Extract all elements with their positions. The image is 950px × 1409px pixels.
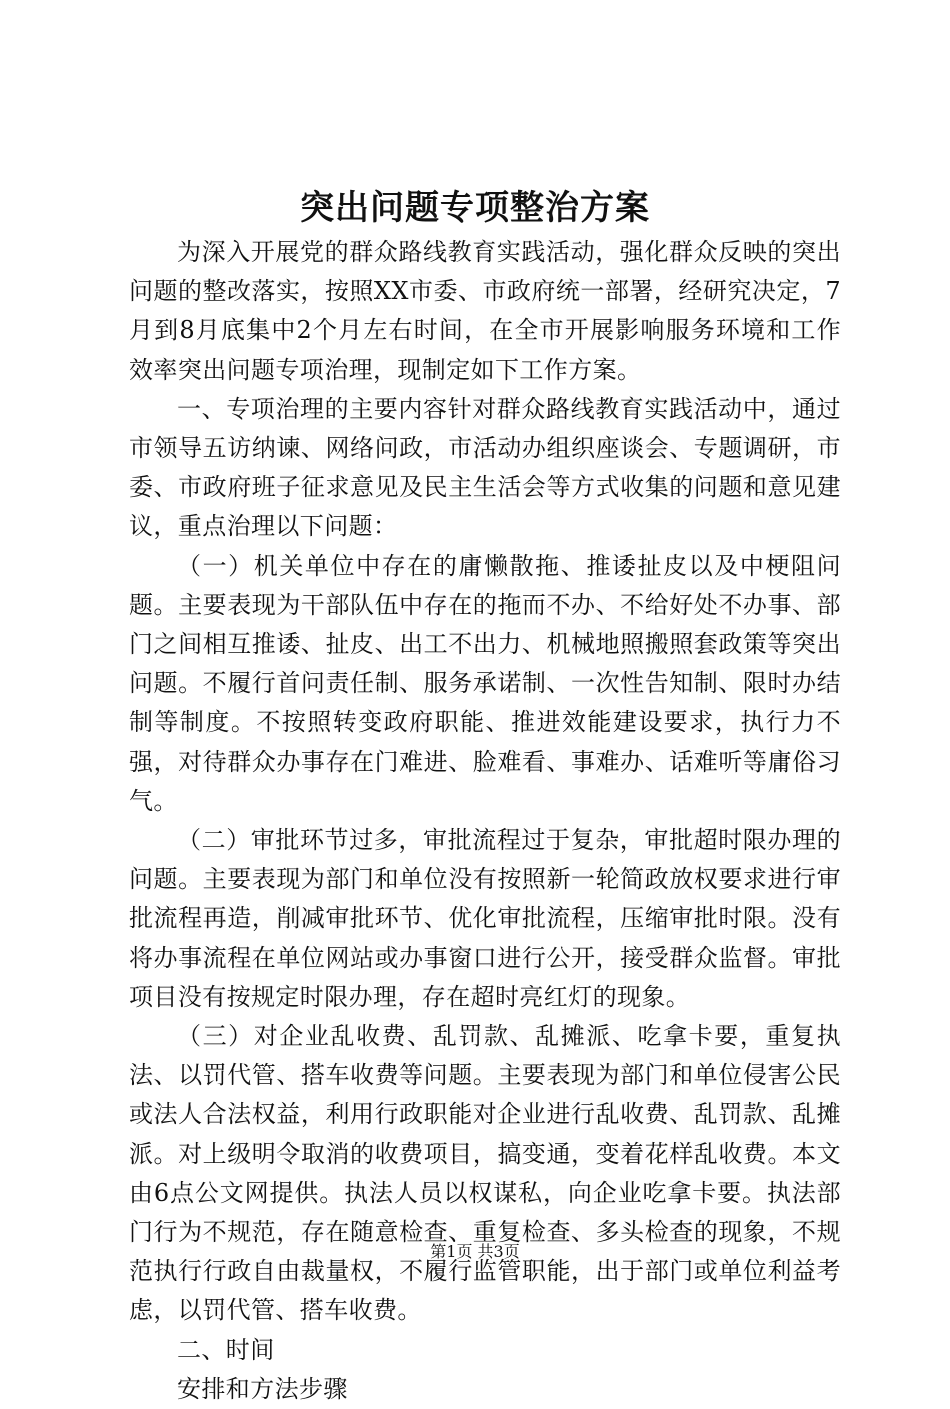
document-body: [129, 233, 841, 1409]
paragraph-item-1: （一）机关单位中存在的庸懒散拖、推诿扯皮以及中梗阻问题。主要表现为干部队伍中存在的拖而不办、不给好处不办事、部门之间相互推诿、扯皮、出工不出力、机械地照搬照套政策等突出问题。不履行首问责任制、服务承诺制、一次性告知制、限时办结制等制度。不按照转变政府职能、推进效能建设要求，执行力不强，对待群众办事存在门难进、脸难看、事难办、话难听等庸俗习气。: [129, 551, 841, 815]
paragraph-intro: 为深入开展党的群众路线教育实践活动，强化群众反映的突出问题的整改落实，按照XX市委、市政府统一部署，经研究决定，7月到8月底集中2个月左右时间，在全市开展影响服务环境和工作效率突出问题专项治理，现制定如下工作方案。: [129, 238, 841, 384]
document-title: 突出问题专项整治方案: [300, 188, 650, 228]
page-footer: 第1页 共3页: [430, 1242, 520, 1261]
paragraph-item-2: （二）审批环节过多，审批流程过于复杂，审批超时限办理的问题。主要表现为部门和单位没有按照新一轮简政放权要求进行审批流程再造，削减审批环节、优化审批流程，压缩审批时限。没有将办事流程在单位网站或办事窗口进行公开，接受群众监督。审批项目没有按规定时限办理，存在超时亮红灯的现象。: [129, 826, 841, 1011]
paragraph-section-2-cont: 安排和方法步骤: [177, 1374, 348, 1403]
paragraph-item-3: （三）对企业乱收费、乱罚款、乱摊派、吃拿卡要，重复执法、以罚代管、搭车收费等问题。主要表现为部门和单位侵害公民或法人合法权益，利用行政职能对企业进行乱收费、乱罚款、乱摊派。对上级明令取消的收费项目，搞变通，变着花样乱收费。本文由6点公文网提供。执法人员以权谋私，向企业吃拿卡要。执法部门行为不规范，存在随意检查、重复检查、多头检查的现象，不规范执行行政自由裁量权，不履行监管职能，出于部门或单位利益考虑，以罚代管、搭车收费。: [129, 1022, 841, 1325]
paragraph-section-2: 二、时间: [177, 1335, 275, 1364]
paragraph-section-1: 一、专项治理的主要内容针对群众路线教育实践活动中，通过市领导五访纳谏、网络问政，市活动办组织座谈会、专题调研，市委、市政府班子征求意见及民主生活会等方式收集的问题和意见建议，重点治理以下问题：: [129, 394, 841, 541]
